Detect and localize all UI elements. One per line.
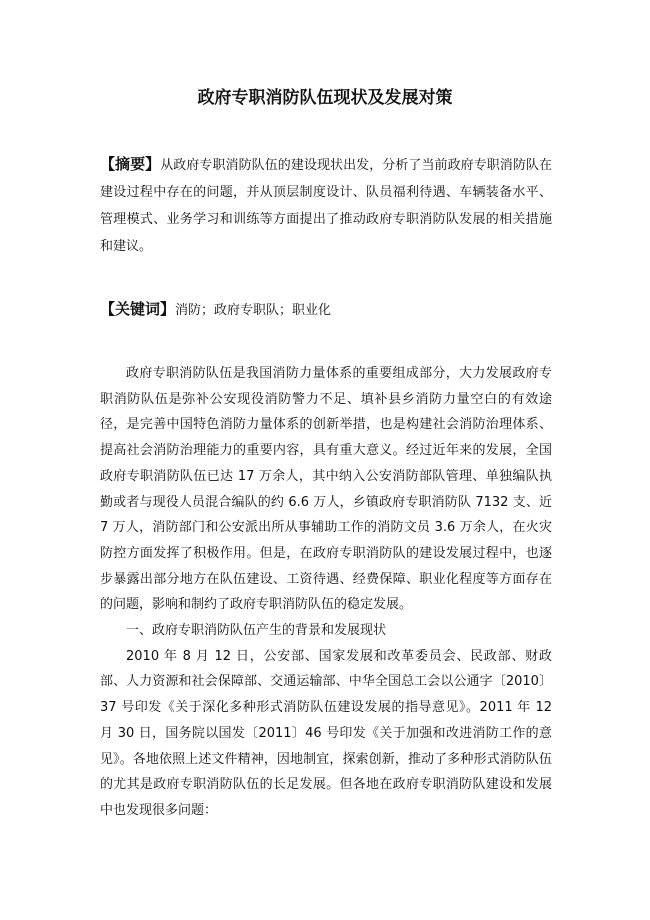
body-paragraph-intro: 政府专职消防队伍是我国消防力量体系的重要组成部分，大力发展政府专职消防队伍是弥补公安现役消防警力不足、填补县乡消防力量空白的有效途径，是完善中国特色消防力量体系的创新举措，也是构建社会消防治理体系、提高社会消防治理能力的重要内容，具有重大意义。经过近年来的发展，全国政府专职消防队伍已达 17 万余人，其中纳入公安消防部队管理、单独编队执勤或者与现役人员混合编队的约 6.6 万人，乡镇政府专职消防队 7132 支、近 7 万人，消防部门和公安派出所从事辅助工作的消防文员 3.6 万余人，在火灾防控方面发挥了积极作用。但是，在政府专职消防队的建设发展过程中，也逐步暴露出部分地方在队伍建设、工资待遇、经费保障、职业化程度等方面存在的问题，影响和制约了政府专职消防队伍的稳定发展。: [100, 366, 552, 613]
body-paragraph-background: 2010 年 8 月 12 日，公安部、国家发展和改革委员会、民政部、财政部、人力资源和社会保障部、交通运输部、中华全国总工会以公通字〔2010〕37 号印发《关于深化多种形式消防队伍建设发展的指导意见》。2011 年 12 月 30 日，国务院以国发〔2011〕46 号印发《关于加强和改进消防工作的意见》。各地依照上述文件精神，因地制宜，探索创新，推动了多种形式消防队伍的尤其是政府专职消防队伍的长足发展。但各地在政府专职消防队建设和发展中也发现很多问题：: [100, 648, 552, 818]
keywords-text: 消防；政府专职队；职业化: [175, 303, 332, 318]
abstract-label: 【摘要】: [100, 155, 161, 173]
document-title: 政府专职消防队伍现状及发展对策: [197, 88, 453, 108]
abstract-section: [100, 151, 552, 260]
body-text: [100, 361, 552, 824]
section-heading: 一、政府专职消防队伍产生的背景和发展现状: [126, 623, 387, 639]
keywords-label: 【关键词】: [100, 300, 176, 318]
abstract-text: 从政府专职消防队伍的建设现状出发，分析了当前政府专职消防队在建设过程中存在的问题，并从顶层制度设计、队员福利待遇、车辆装备水平、管理模式、业务学习和训练等方面提出了推动政府专职消防队发展的相关措施和建议。: [100, 158, 552, 254]
keywords-section: [100, 296, 552, 324]
